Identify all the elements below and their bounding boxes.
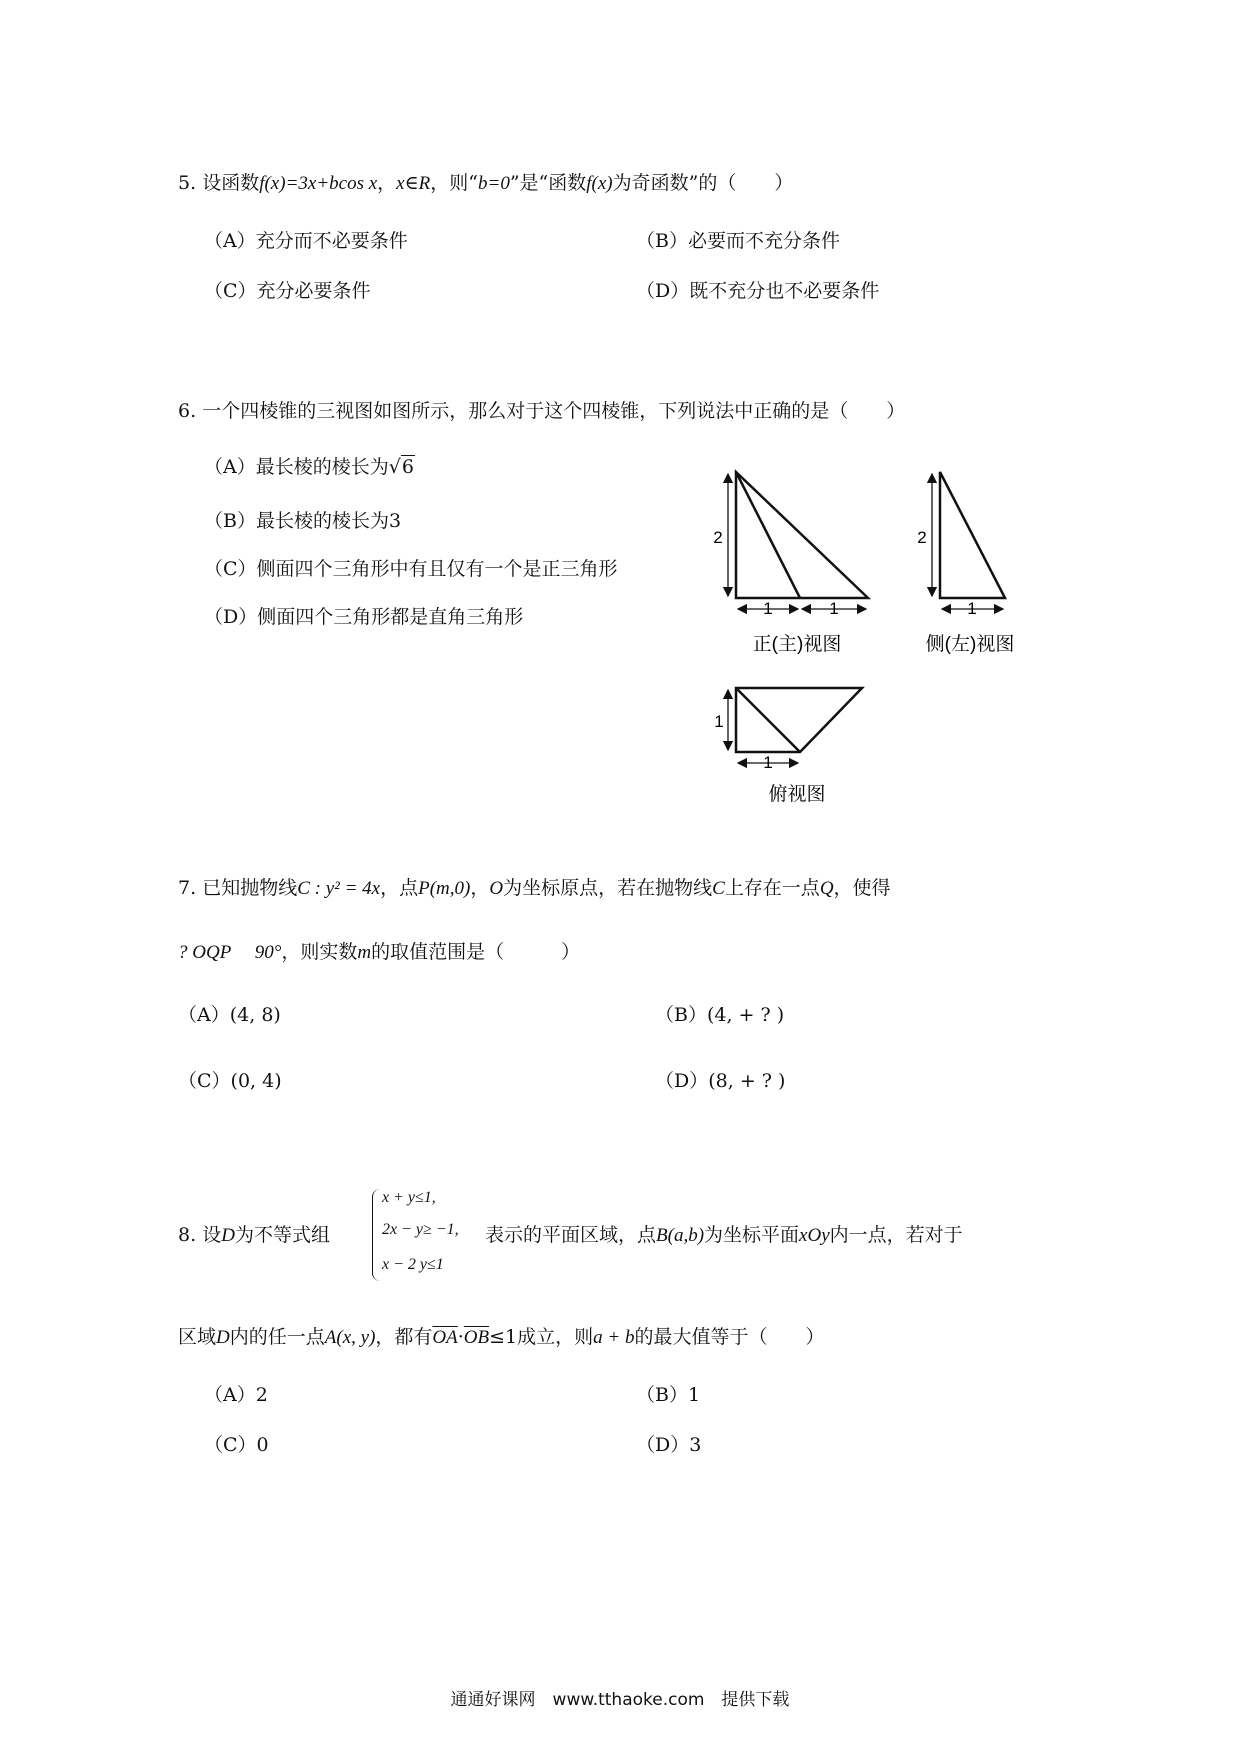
- q8-stem-line2: [178, 1322, 825, 1349]
- q5-option-a[interactable]: [204, 226, 408, 253]
- front-height-label: 2: [713, 528, 723, 547]
- q7-option-c[interactable]: [178, 1066, 282, 1093]
- q8-region-d: D: [221, 1225, 235, 1246]
- option-label: （A）: [204, 1384, 256, 1406]
- q5-fx: f(x): [586, 173, 613, 194]
- q8-system-row-3: x − 2 y≤1: [382, 1256, 444, 1273]
- q8-vector-ob: $\overline{OB}$: [463, 1327, 490, 1348]
- q8-stem-text-4: 为坐标平面: [704, 1224, 800, 1246]
- q7-number: 7.: [178, 877, 197, 899]
- q8-stem-line1-left: [178, 1220, 330, 1247]
- q8-option-b[interactable]: [636, 1380, 700, 1407]
- q7-angle: ? OQP 90°: [178, 942, 282, 963]
- q8-dot: ·: [457, 1326, 464, 1348]
- option-label: （C）: [178, 1070, 231, 1092]
- top-height-label: 1: [714, 712, 724, 731]
- q8-number: 8.: [178, 1224, 197, 1246]
- q5-stem-text-4: 为奇函数”的（ ）: [612, 172, 794, 194]
- option-text: 2: [255, 1384, 268, 1406]
- option-text: 充分必要条件: [256, 280, 371, 302]
- option-text: (8, + ? ): [708, 1070, 786, 1092]
- q5-function: f(x)=3x+bcos x: [259, 173, 378, 194]
- front-width-label-2: 1: [829, 599, 839, 618]
- three-view-figure: [700, 460, 1060, 820]
- q5-number: 5.: [178, 172, 197, 194]
- q7-stem-text-2: ，点: [380, 877, 419, 899]
- q7-curve-c: C: [712, 878, 725, 899]
- q8-plane: xOy: [799, 1225, 830, 1246]
- top-view: [736, 688, 862, 752]
- q7-option-a[interactable]: [178, 1000, 281, 1027]
- q7-point-p: P(m,0): [418, 878, 471, 899]
- q7-option-b[interactable]: [655, 1000, 784, 1027]
- sqrt-symbol: √: [388, 456, 401, 478]
- top-width-label: 1: [763, 753, 773, 772]
- q6-option-d[interactable]: [204, 602, 523, 629]
- option-label: （D）: [636, 280, 690, 302]
- q7-stem-line2: [178, 937, 580, 964]
- q7-curve: C : y² = 4x: [297, 878, 381, 899]
- option-label: （D）: [655, 1070, 709, 1092]
- q7-stem-text-7: ，则实数: [281, 941, 358, 963]
- q8-bound: ≤1: [489, 1326, 518, 1348]
- front-view-caption: 正(主)视图: [752, 634, 842, 655]
- option-text: (4, 8): [229, 1004, 281, 1026]
- front-width-label-1: 1: [763, 599, 773, 618]
- q8-stem-text-3: 表示的平面区域，点: [485, 1224, 657, 1246]
- q7-m: m: [357, 942, 372, 963]
- q8-stem-text-10: 的最大值等于（ ）: [634, 1326, 825, 1348]
- option-text: 必要而不充分条件: [687, 230, 840, 252]
- option-label: （B）: [655, 1004, 707, 1026]
- page-footer[interactable]: 通通好课网 www.tthaoke.com 提供下载: [450, 1690, 790, 1710]
- q8-option-c[interactable]: [204, 1430, 269, 1457]
- q6-option-a[interactable]: [204, 452, 415, 479]
- q8-stem-text: 设: [202, 1224, 222, 1246]
- q7-stem-text-6: ，使得: [833, 877, 891, 899]
- option-text: 侧面四个三角形中有且仅有一个是正三角形: [256, 558, 618, 580]
- q7-option-d[interactable]: [655, 1066, 785, 1093]
- q5-option-c[interactable]: [204, 276, 371, 303]
- q6-option-c[interactable]: [204, 554, 618, 581]
- q5-stem: [178, 168, 793, 195]
- option-text: 最长棱的棱长为: [255, 456, 389, 478]
- option-label: （C）: [204, 1434, 257, 1456]
- option-text: 最长棱的棱长为3: [255, 510, 402, 532]
- q5-stem-text-3: ”是“函数: [509, 172, 587, 194]
- option-label: （B）: [636, 230, 688, 252]
- option-text: 3: [689, 1434, 702, 1456]
- option-text: (4, + ? ): [706, 1004, 785, 1026]
- front-view: [736, 472, 868, 598]
- option-label: （B）: [204, 510, 256, 532]
- option-text: 侧面四个三角形都是直角三角形: [257, 606, 524, 628]
- q5-option-b[interactable]: [636, 226, 840, 253]
- q7-stem-text-3: ，: [470, 877, 490, 899]
- q6-number: 6.: [178, 400, 197, 422]
- q5-stem-text: 设函数: [202, 172, 260, 194]
- q5-domain: x∈R: [396, 173, 431, 194]
- q6-stem: [178, 396, 905, 423]
- q8-system-row-1: x + y≤1,: [382, 1189, 436, 1206]
- option-label: （B）: [636, 1384, 688, 1406]
- option-text: 充分而不必要条件: [255, 230, 408, 252]
- option-text: 既不充分也不必要条件: [689, 280, 880, 302]
- q8-point-b: B(a,b): [656, 1225, 705, 1246]
- q7-origin: O: [489, 878, 504, 899]
- q7-stem-text: 已知抛物线: [202, 877, 298, 899]
- side-view-caption: 侧(左)视图: [925, 634, 1015, 655]
- option-label: （D）: [636, 1434, 690, 1456]
- q7-stem-text-4: 为坐标原点，若在抛物线: [503, 877, 713, 899]
- side-view: [940, 472, 1005, 598]
- sqrt-value: 6: [401, 456, 414, 478]
- q8-region-d-2: D: [216, 1327, 230, 1348]
- option-label: （C）: [204, 558, 257, 580]
- q5-sep: ，: [377, 172, 397, 194]
- q8-stem-text-8: ，都有: [375, 1326, 433, 1348]
- q6-stem-text: 一个四棱锥的三视图如图所示，那么对于这个四棱锥，下列说法中正确的是（ ）: [202, 400, 906, 422]
- q5-stem-text-2: ，则“: [430, 172, 478, 194]
- side-view-dims: [932, 474, 1003, 609]
- option-label: （A）: [204, 230, 256, 252]
- q8-stem-line1-right: [485, 1220, 963, 1247]
- q6-option-b[interactable]: [204, 506, 401, 533]
- option-label: （D）: [204, 606, 258, 628]
- top-view-caption: 俯视图: [768, 784, 826, 805]
- q8-sum: a + b: [593, 1327, 635, 1348]
- q5-option-d[interactable]: [636, 276, 879, 303]
- q8-option-a[interactable]: [204, 1380, 268, 1407]
- option-label: （C）: [204, 280, 257, 302]
- q7-stem-text-8: 的取值范围是（ ）: [371, 941, 581, 963]
- q8-point-a: A(x, y): [324, 1327, 376, 1348]
- q8-stem-text-2: 为不等式组: [234, 1224, 330, 1246]
- q7-stem-line1: [178, 873, 891, 900]
- side-height-label: 2: [917, 528, 927, 547]
- q8-stem-text-6: 区域: [178, 1326, 217, 1348]
- q8-stem-text-9: 成立，则: [517, 1326, 594, 1348]
- option-label: （A）: [204, 456, 256, 478]
- q8-vector-oa: $\overline{OA}$: [432, 1327, 458, 1348]
- q8-system-row-2: 2x − y≥ −1,: [382, 1221, 459, 1238]
- q8-option-d[interactable]: [636, 1430, 701, 1457]
- option-text: 1: [687, 1384, 701, 1406]
- option-text: 0: [256, 1434, 269, 1456]
- q7-point-q: Q: [819, 878, 834, 899]
- option-label: （A）: [178, 1004, 230, 1026]
- q8-stem-text-5: 内一点，若对于: [829, 1224, 963, 1246]
- q8-stem-text-7: 内的任一点: [229, 1326, 325, 1348]
- q7-stem-text-5: 上存在一点: [724, 877, 820, 899]
- side-width-label: 1: [967, 599, 977, 618]
- option-text: (0, 4): [230, 1070, 282, 1092]
- q5-condition: b=0: [478, 173, 510, 194]
